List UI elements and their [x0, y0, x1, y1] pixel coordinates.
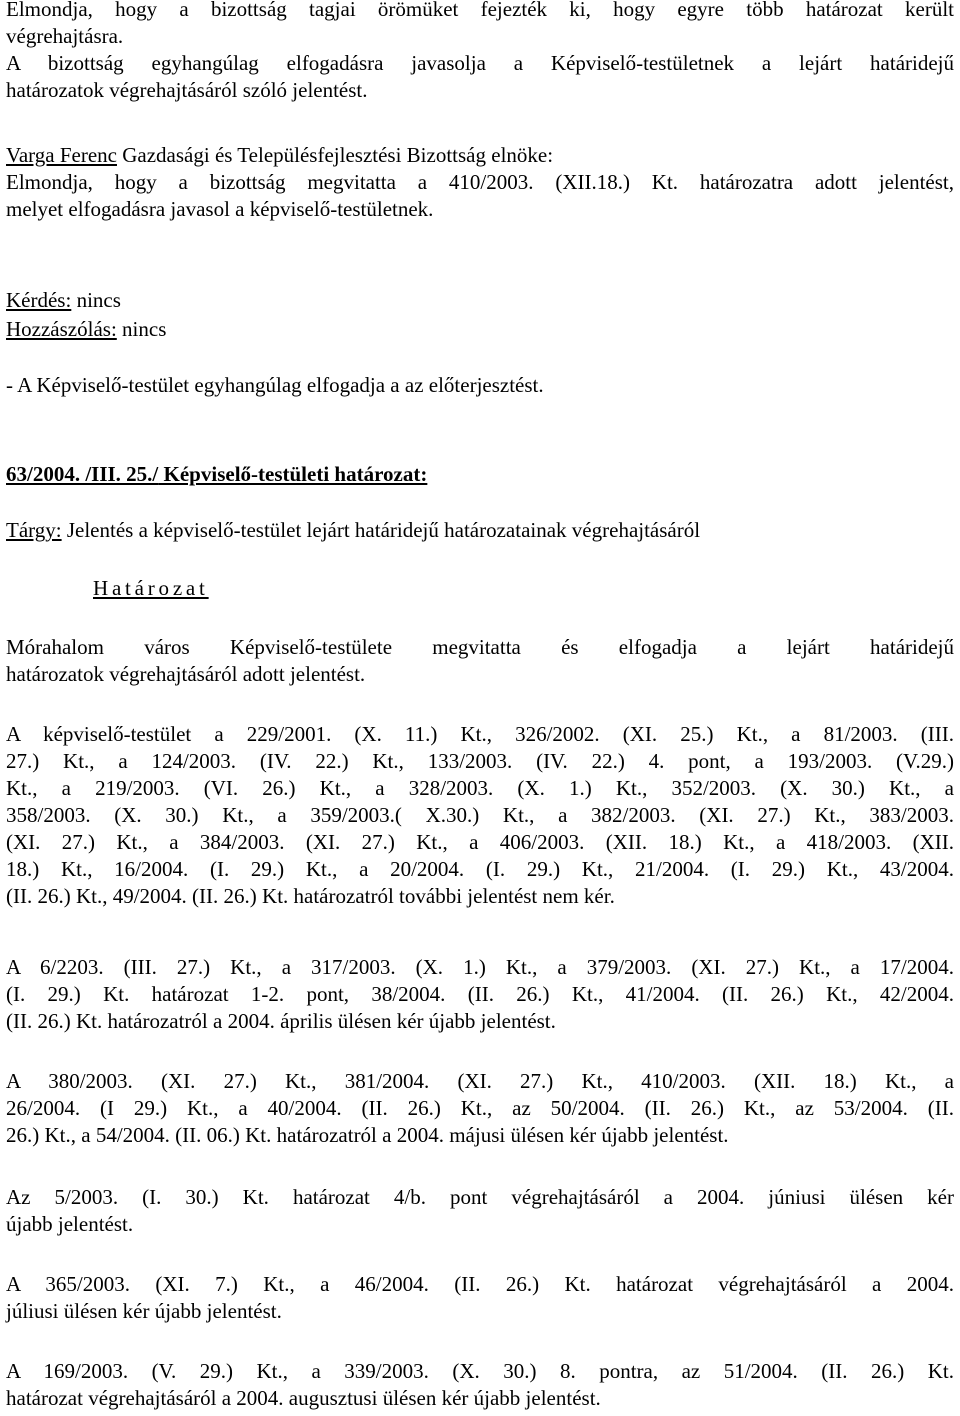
text-line: Elmondja, hogy a bizottság tagjai örömüket fejezték ki, hogy egyre több határozat került: [6, 0, 954, 21]
committee-report-paragraph: [6, 0, 954, 104]
resolution-paragraph-5: [6, 1184, 954, 1238]
resolution-heading: [6, 461, 954, 488]
text-line: határozat végrehajtásáról a 2004. augusztusi ülésen kér újabb jelentést.: [6, 1386, 601, 1410]
text-line: 27.) Kt., a 124/2003. (IV. 22.) Kt., 133/2003. (IV. 22.) 4. pont, a 193/2003. (V.29.): [6, 749, 954, 773]
text-line: (XI. 27.) Kt., a 384/2003. (XI. 27.) Kt., a 406/2003. (XII. 18.) Kt., a 418/2003. (XII.: [6, 830, 954, 854]
text-line: melyet elfogadásra javasol a képviselő-testületnek.: [6, 197, 434, 221]
subject-line: [6, 517, 954, 544]
subject-text: Jelentés a képviselő-testület lejárt határidejű határozatainak végrehajtásáról: [61, 518, 701, 542]
text-line: 26.) Kt., a 54/2004. (II. 06.) Kt. határozatról a 2004. májusi ülésen kér újabb jelentést.: [6, 1123, 729, 1147]
subject-label: Tárgy:: [6, 518, 62, 542]
text-line: 358/2003. (X. 30.) Kt., a 359/2003.( X.30.) Kt., a 382/2003. (XI. 27.) Kt., 383/2003.: [6, 803, 954, 827]
resolution-title-text: Határozat: [93, 576, 209, 600]
speaker-name: Varga Ferenc: [6, 143, 117, 167]
text-line: Elmondja, hogy a bizottság megvitatta a 410/2003. (XII.18.) Kt. határozatra adott jelentést,: [6, 170, 954, 194]
question-value: nincs: [71, 288, 121, 312]
comment-value: nincs: [116, 317, 167, 341]
speaker-role: Gazdasági és Településfejlesztési Bizottság elnöke:: [116, 143, 554, 167]
text-line: határozatok végrehajtásáról adott jelentést.: [6, 662, 366, 686]
text-line: 18.) Kt., 16/2004. (I. 29.) Kt., a 20/2004. (I. 29.) Kt., 21/2004. (I. 29.) Kt., 43/2004.: [6, 857, 954, 881]
text-line: júliusi ülésen kér újabb jelentést.: [6, 1299, 282, 1323]
resolution-paragraph-1: [6, 634, 954, 688]
text-line: A 365/2003. (XI. 7.) Kt., a 46/2004. (II. 26.) Kt. határozat végrehajtásáról a 2004.: [6, 1272, 954, 1296]
resolution-number: 63/2004. /III. 25./: [6, 462, 159, 486]
text-line: Az 5/2003. (I. 30.) Kt. határozat 4/b. pont végrehajtásáról a 2004. júniusi ülésen kér: [6, 1185, 954, 1209]
text-line: határozatok végrehajtásáról szóló jelentést.: [6, 78, 368, 102]
text-line: Mórahalom város Képviselő-testülete megvitatta és elfogadja a lejárt határidejű: [6, 635, 954, 659]
resolution-paragraph-7: [6, 1358, 954, 1412]
resolution-paragraph-2: [6, 721, 954, 910]
text-line: Kt., a 219/2003. (VI. 26.) Kt., a 328/2003. (X. 1.) Kt., 352/2003. (X. 30.) Kt., a: [6, 776, 954, 800]
text-line: A 6/2203. (III. 27.) Kt., a 317/2003. (X. 1.) Kt., a 379/2003. (XI. 27.) Kt., a 17/2004.: [6, 955, 954, 979]
resolution-paragraph-4: [6, 1068, 954, 1149]
resolution-paragraph-6: [6, 1271, 954, 1325]
question-line: [6, 287, 954, 314]
speaker-paragraph: [6, 142, 954, 223]
text-line: végrehajtásra.: [6, 24, 124, 48]
text-line: újabb jelentést.: [6, 1212, 134, 1236]
question-label: Kérdés:: [6, 288, 72, 312]
adoption-line: - A Képviselő-testület egyhangúlag elfogadja a az előterjesztést.: [6, 373, 544, 397]
text-line: A képviselő-testület a 229/2001. (X. 11.) Kt., 326/2002. (XI. 25.) Kt., a 81/2003. (III.: [6, 722, 954, 746]
comment-label: Hozzászólás:: [6, 317, 117, 341]
resolution-paragraph-3: [6, 954, 954, 1035]
text-line: (II. 26.) Kt. határozatról a 2004. április ülésen kér újabb jelentést.: [6, 1009, 556, 1033]
resolution-type: Képviselő-testületi határozat:: [158, 462, 428, 486]
text-line: 26/2004. (I 29.) Kt., a 40/2004. (II. 26.) Kt., az 50/2004. (II. 26.) Kt., az 53/2004. (II.: [6, 1096, 954, 1120]
text-line: A 169/2003. (V. 29.) Kt., a 339/2003. (X. 30.) 8. pontra, az 51/2004. (II. 26.) Kt.: [6, 1359, 954, 1383]
text-line: A 380/2003. (XI. 27.) Kt., 381/2004. (XI. 27.) Kt., 410/2003. (XII. 18.) Kt., a: [6, 1069, 954, 1093]
resolution-title: [93, 575, 393, 602]
text-line: (I. 29.) Kt. határozat 1-2. pont, 38/2004. (II. 26.) Kt., 41/2004. (II. 26.) Kt., 42/2004.: [6, 982, 954, 1006]
comment-line: [6, 316, 954, 343]
speaker-line: [6, 142, 954, 169]
text-line: A bizottság egyhangúlag elfogadásra javasolja a Képviselő-testületnek a lejárt határidejű: [6, 51, 954, 75]
text-line: (II. 26.) Kt., 49/2004. (II. 26.) Kt. határozatról további jelentést nem kér.: [6, 884, 615, 908]
